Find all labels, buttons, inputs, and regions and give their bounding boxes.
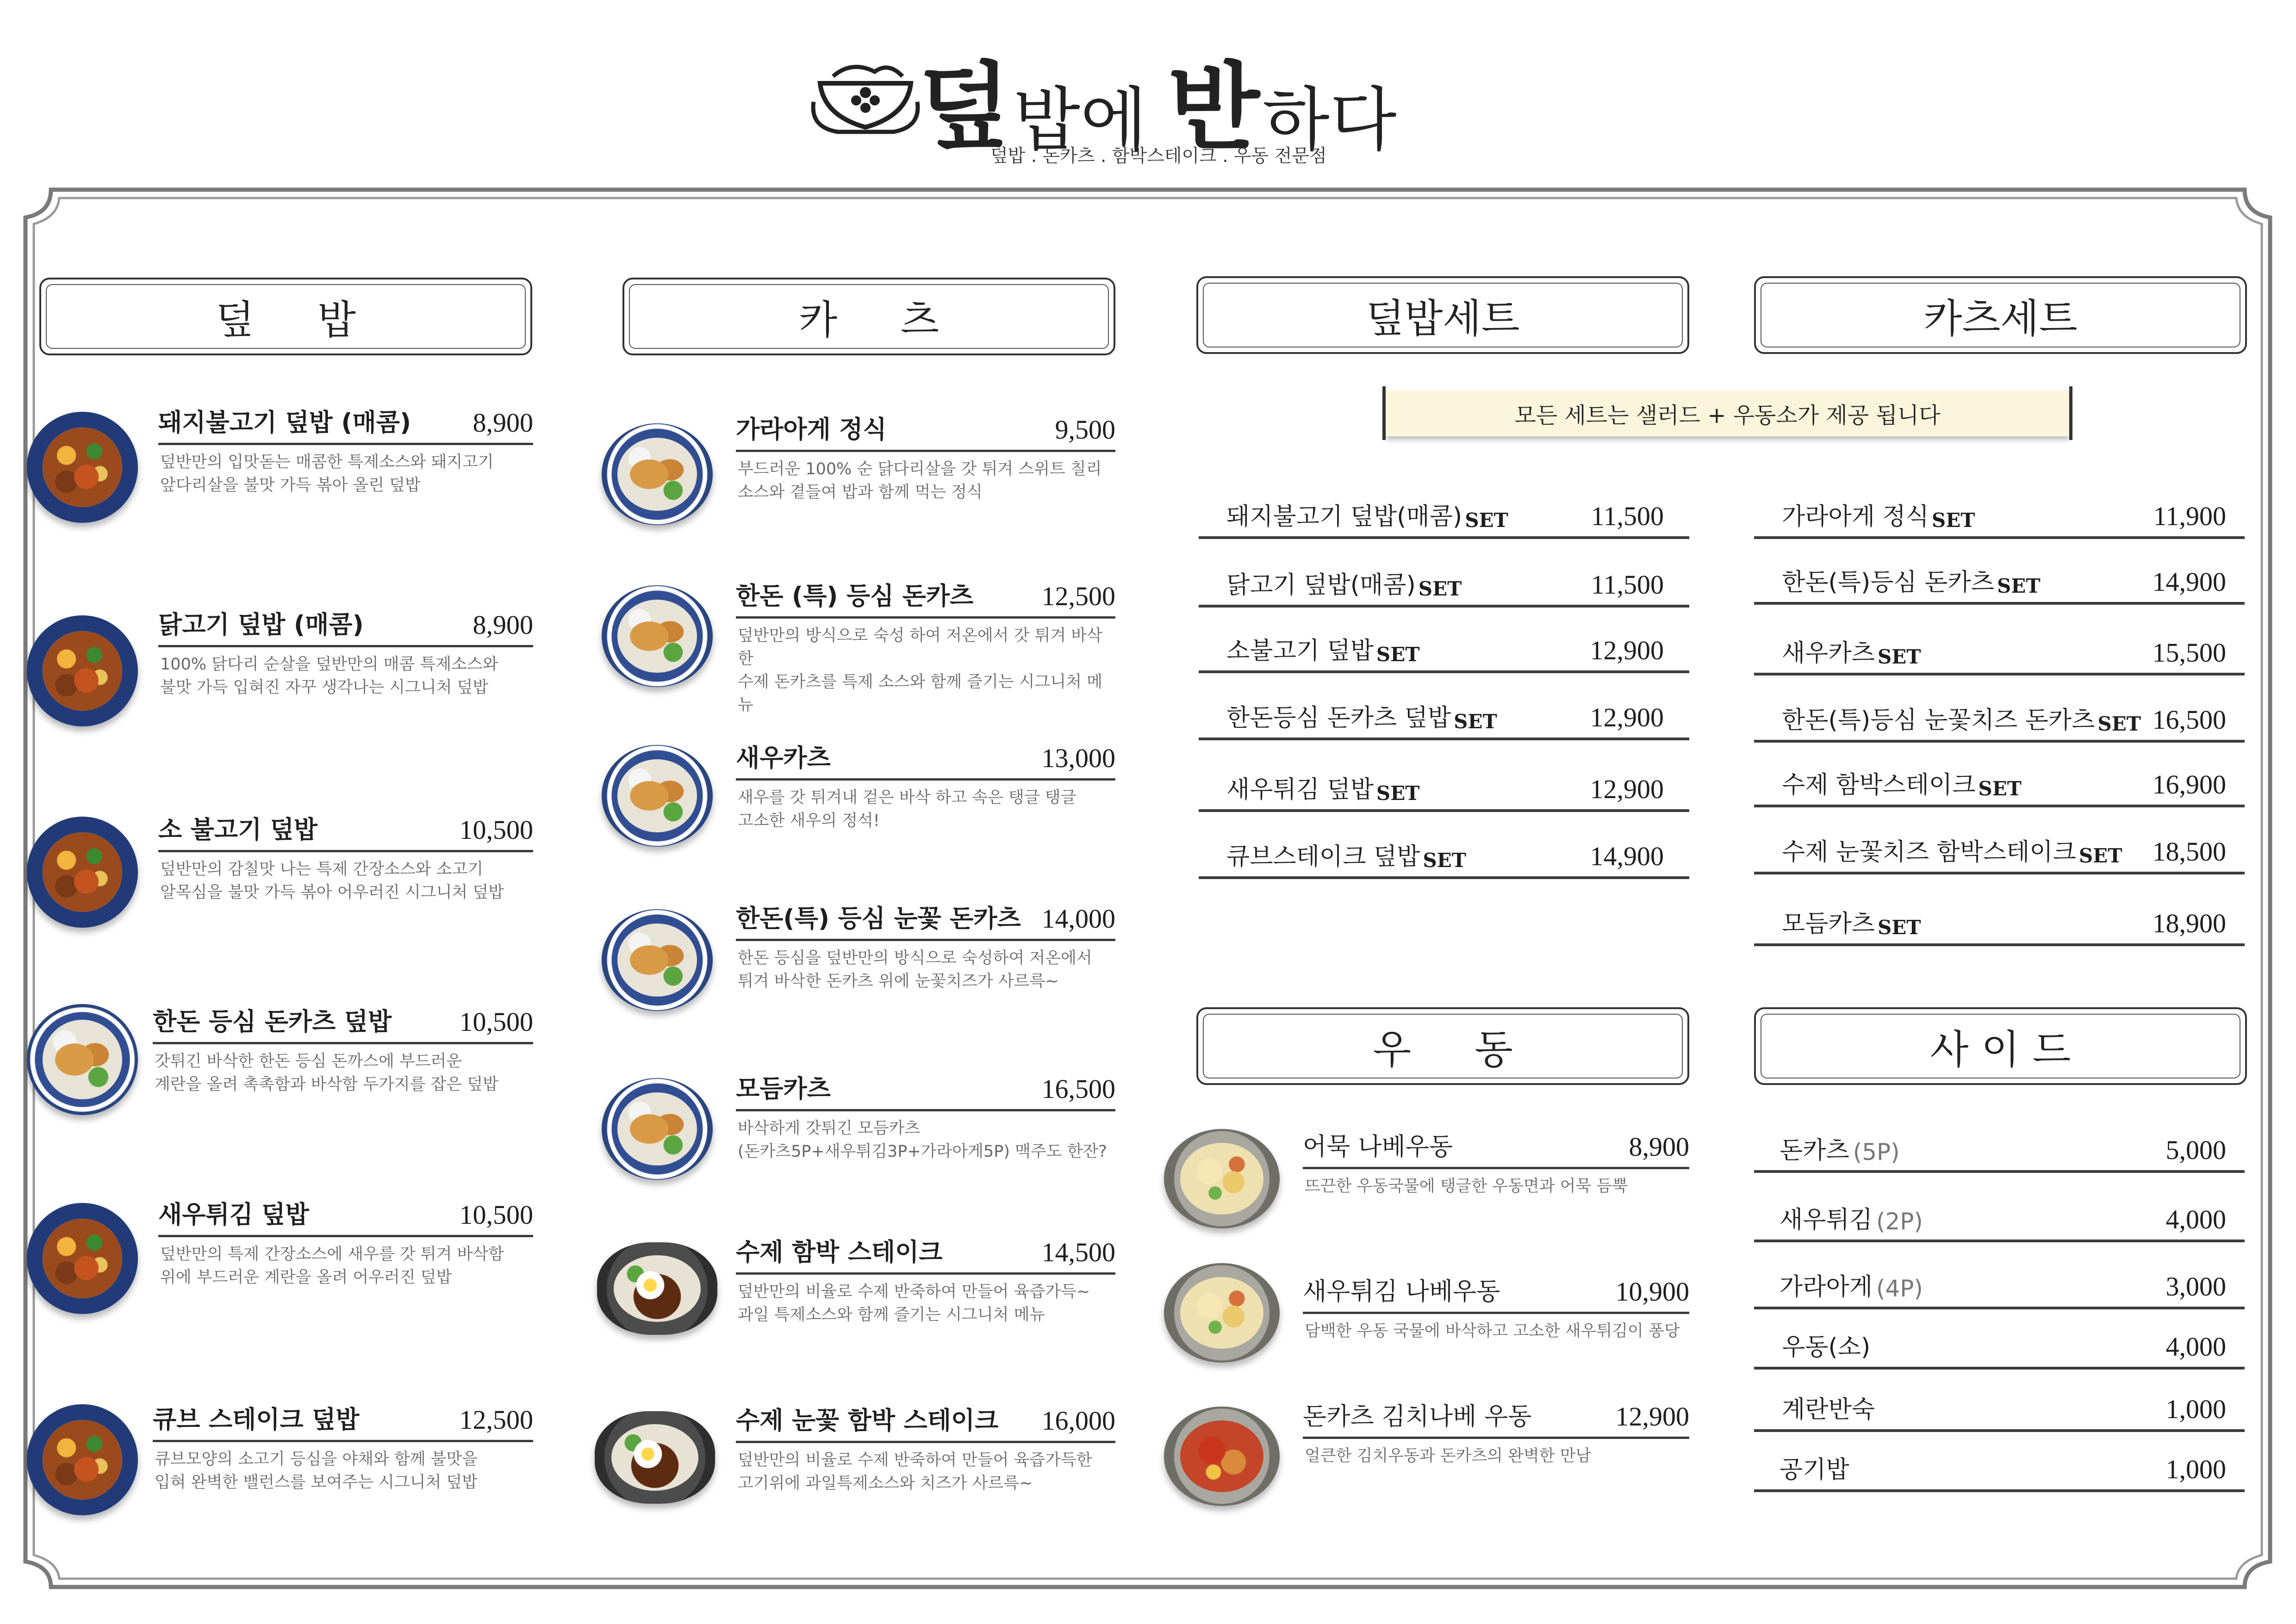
menu-item: 수제 눈꽃 함박 스테이크 16,000 덮반만의 비율로 수제 반죽하여 만들어 육즙가득한 고기위에 과일특제소스와 치즈가 사르륵~ — [736, 1401, 1115, 1512]
deopbap-dish-image-4 — [27, 1004, 138, 1115]
section-title-deopbap: 덮 밥 — [39, 278, 532, 355]
menu-item: 한돈 (특) 등심 돈카츠 12,500 덮반만의 방식으로 숙성 하여 저온에서 갓 튀겨 바삭한 수제 돈카츠를 특제 소스와 함께 즐기는 시그니처 메뉴 — [736, 576, 1115, 687]
katsu-set-row: 수제 눈꽃치즈 함박스테이크 SET 18,500 — [1754, 831, 2245, 874]
menu-item: 돈카츠 김치나베 우동 12,900 얼큰한 김치우동과 돈카츠의 완벽한 만남 — [1303, 1396, 1689, 1489]
menu-item: 가라아게 정식 9,500 부드러운 100% 순 닭다리살을 갓 튀겨 스위트 칠리 소스와 곁들여 밥과 함께 먹는 정식 — [736, 409, 1115, 521]
brand-char-3: 반 — [1168, 52, 1260, 163]
menu-item: 어묵 나베우동 8,900 뜨끈한 우동국물에 탱글한 우동면과 어묵 듬뿍 — [1303, 1127, 1689, 1219]
deopbap-dish-image-6 — [27, 1404, 138, 1515]
side-row: 우동(소) 4,000 — [1754, 1326, 2245, 1370]
side-row: 공기밥 1,000 — [1754, 1448, 2245, 1492]
menu-item: 한돈(특) 등심 눈꽃 돈카츠 14,000 한돈 등심을 덮반만의 방식으로 숙성하여 저온에서 튀겨 바삭한 돈카츠 위에 눈꽃치즈가 사르륵~ — [736, 899, 1115, 1010]
katsu-set-row: 새우카츠 SET 15,500 — [1754, 632, 2245, 676]
section-title-side: 사 이 드 — [1754, 1007, 2247, 1085]
deopbap-dish-image-5 — [27, 1203, 138, 1314]
katsu-dish-image-1 — [602, 423, 713, 525]
katsu-set-row: 모듬카츠 SET 18,900 — [1754, 902, 2245, 946]
katsu-set-row: 수제 함박스테이크 SET 16,900 — [1754, 763, 2245, 807]
store-subtitle: 덮밥 . 돈카츠 . 함박스테이크 . 우동 전문점 — [990, 146, 1327, 167]
menu-item: 한돈 등심 돈카츠 덮밥 10,500 갓튀긴 바삭한 한돈 등심 돈까스에 부드러운 계란을 올려 촉촉함과 바삭함 두가지를 잡은 덮밥 — [153, 1002, 533, 1113]
deopbap-dish-image-3 — [27, 817, 138, 928]
katsu-dish-image-7 — [595, 1411, 715, 1504]
section-title-katsu-set: 카츠세트 — [1754, 276, 2247, 354]
deopbap-set-row: 닭고기 덮밥(매콤) SET 11,500 — [1199, 564, 1689, 607]
side-row: 가라아게 (4P) 3,000 — [1754, 1265, 2245, 1309]
set-notice-banner: 모든 세트는 샐러드 + 우동소가 제공 됩니다 — [1386, 390, 2069, 436]
deopbap-dish-image-2 — [27, 615, 138, 726]
menu-item: 돼지불고기 덮밥 (매콤) 8,900 덮반만의 입맛돋는 매콤한 특제소스와 돼지고기 앞다리살을 불맛 가득 볶아 올린 덮밥 — [158, 403, 533, 514]
rice-bowl-logo-icon — [810, 58, 921, 139]
deopbap-set-row: 소불고기 덮밥 SET 12,900 — [1199, 629, 1689, 673]
brand-word-2: 밥에 — [1013, 80, 1147, 161]
katsu-set-row: 가라아게 정식 SET 11,900 — [1754, 495, 2245, 539]
menu-item: 수제 함박 스테이크 14,500 덮반만의 비율로 수제 반죽하여 만들어 육즙가득~ 과일 특제소스와 함께 즐기는 시그니처 메뉴 — [736, 1232, 1115, 1343]
katsu-dish-image-3 — [602, 745, 713, 847]
menu-item: 닭고기 덮밥 (매콤) 8,900 100% 닭다리 순살을 덮반만의 매콤 특제소스와 불맛 가득 입혀진 자꾸 생각나는 시그니처 덮밥 — [158, 605, 533, 716]
deopbap-set-row: 한돈등심 돈카츠 덮밥 SET 12,900 — [1199, 696, 1689, 740]
katsu-dish-image-5 — [602, 1078, 713, 1180]
deopbap-set-row: 큐브스테이크 덮밥 SET 14,900 — [1199, 835, 1689, 879]
deopbap-set-row: 새우튀김 덮밥 SET 12,900 — [1199, 768, 1689, 812]
side-row: 계란반숙 1,000 — [1754, 1388, 2245, 1432]
udon-dish-image-1 — [1164, 1129, 1280, 1228]
section-title-deopbap-set: 덮밥세트 — [1196, 276, 1689, 354]
menu-item: 소 불고기 덮밥 10,500 덮반만의 감칠맛 나는 특제 간장소스와 소고기 알목심을 불맛 가득 볶아 어우러진 시그니처 덮밥 — [158, 810, 533, 921]
side-row: 돈카츠 (5P) 5,000 — [1754, 1129, 2245, 1173]
katsu-set-row: 한돈(특)등심 눈꽃치즈 돈카츠 SET 16,500 — [1754, 699, 2245, 743]
menu-item: 큐브 스테이크 덮밥 12,500 큐브모양의 소고기 등심을 야채와 함께 불맛을 입혀 완벽한 밸런스를 보여주는 시그니처 덮밥 — [153, 1400, 533, 1511]
brand-char-1: 덮 — [919, 52, 1011, 163]
menu-item: 새우카츠 13,000 새우를 갓 튀겨내 겉은 바삭 하고 속은 탱글 탱글 고소한 새우의 정석! — [736, 738, 1115, 849]
section-title-katsu: 카 츠 — [622, 278, 1115, 355]
katsu-dish-image-6 — [597, 1242, 717, 1335]
section-title-udon: 우 동 — [1196, 1007, 1689, 1085]
side-row: 새우튀김 (2P) 4,000 — [1754, 1198, 2245, 1242]
deopbap-set-row: 돼지불고기 덮밥(매콤) SET 11,500 — [1199, 495, 1689, 539]
udon-dish-image-2 — [1164, 1263, 1280, 1363]
udon-dish-image-3 — [1164, 1407, 1280, 1506]
deopbap-dish-image-1 — [27, 412, 138, 523]
brand-word-4: 하다 — [1262, 80, 1397, 161]
katsu-dish-image-4 — [602, 909, 713, 1011]
menu-item: 새우튀김 나베우동 10,900 담백한 우동 국물에 바삭하고 고소한 새우튀김이 퐁당 — [1303, 1271, 1689, 1364]
menu-item: 새우튀김 덮밥 10,500 덮반만의 특제 간장소스에 새우를 갓 튀겨 바삭함 위에 부드러운 계란을 올려 어우러진 덮밥 — [158, 1195, 533, 1306]
katsu-dish-image-2 — [602, 585, 713, 687]
menu-item: 모듬카츠 16,500 바삭하게 갓튀긴 모듬카츠 (돈카츠5P+새우튀김3P+가라아게5P) 맥주도 한잔? — [736, 1069, 1115, 1180]
katsu-set-row: 한돈(특)등심 돈카츠 SET 14,900 — [1754, 561, 2245, 605]
